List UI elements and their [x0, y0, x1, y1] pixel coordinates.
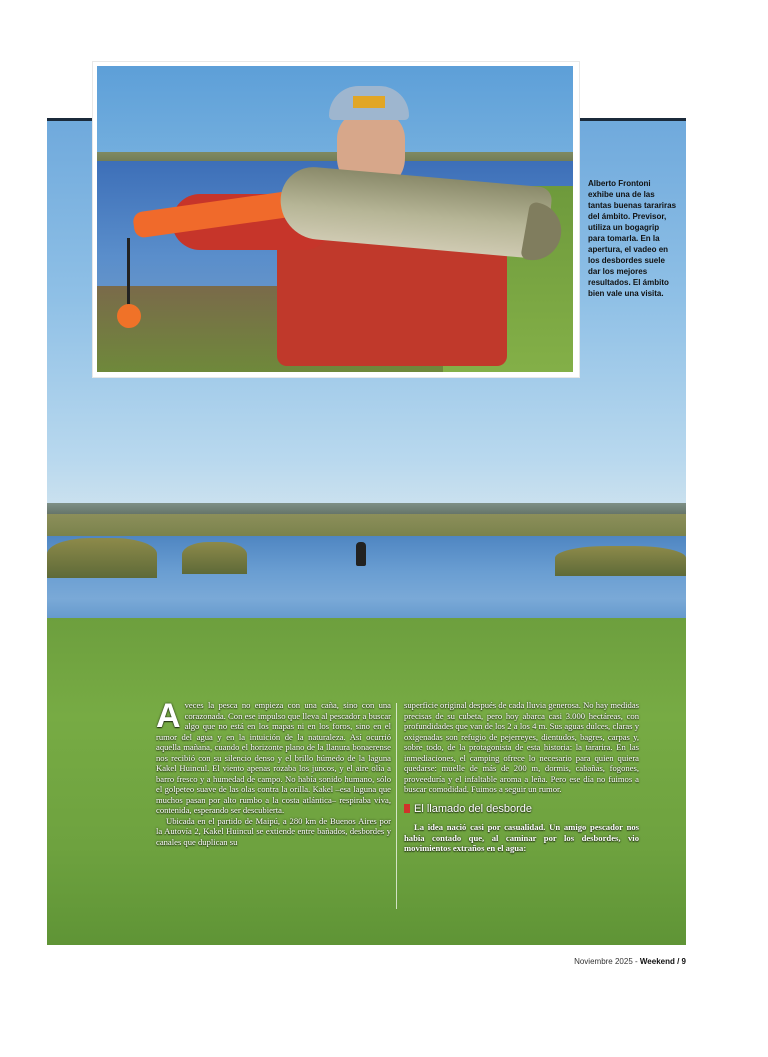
float-icon — [117, 304, 141, 328]
photo-angler — [356, 542, 366, 566]
photo-reeds — [47, 538, 157, 578]
magazine-name: Weekend — [639, 957, 675, 966]
photo-caption: Alberto Frontoni exhibe una de las tantas buenas tarariras del ámbito. Previsor, utiliza un bogagrip para tomarla. En la apertura, el vadeo en los desbordes suele dar los mejores resultados. El ámbito bien vale una visita. — [588, 179, 677, 298]
paragraph: Ubicada en el partido de Maipú, a 280 km de Buenos Aires por la Autovía 2, Kakel Huincul se extiende entre bañados, desbordes y canales que duplican su — [156, 815, 391, 847]
section-subhead: El llamado del desborde — [404, 804, 639, 815]
column-divider — [396, 703, 397, 909]
inset-photo — [93, 62, 579, 377]
inset-photo-image — [97, 66, 573, 372]
intro-paragraph: Aveces la pesca no empieza con una caña, sino con una corazonada. Con ese impulso que lleva al pescador a buscar algo que no está en los mapas ni en los foros, sino en el rumor del agua y en la intuición de la naturaleza. Así ocurrió aquella mañana, cuando el horizonte plano de la llanura bonaerense nos recibió con su silencio denso y el brillo húmedo de la laguna Kakel Huincul. El viento apenas rozaba los juncos, y el aire olía a barro fresco y a humedad de campo. No había sonido humano, sólo el golpeteo suave de las olas contra la orilla. Kakel –esa laguna que muchos pasan por alto rumbo a la costa atlántica– respiraba viva, contenida, esperando ser descubierta. — [156, 697, 391, 815]
article-column-1 — [156, 697, 391, 847]
paragraph: La idea nació casi por casualidad. Un amigo pescador nos había contado que, al caminar por los desbordes, vio movimientos extraños en el agua: — [404, 822, 639, 853]
paragraph: superficie original después de cada lluvia generosa. No hay medidas precisas de su cubeta, pero hoy abarca casi 3.000 hectáreas, con profundidades que van de los 2 a los 4 m. Sus aguas dulces, claras y oxigenadas son refugio de pejerreyes, dientudos, bagres, carpas y, sobre todo, de la protagonista de esta historia: la tararira. En las inmediaciones, el camping ofrece lo necesario para quien quiera quedarse: muelle de más de 200 m, dormis, cabañas, fogones, proveeduría y el infaltable aroma a leña. Pero ese día no fuimos a buscar comodidad. Fuimos a seguir un rumor. — [404, 700, 639, 794]
photo-reeds — [555, 546, 686, 576]
article-column-2 — [404, 700, 639, 854]
page-folio: Noviembre 2025 - Weekend / 9 — [574, 957, 686, 966]
article-body — [152, 697, 640, 912]
drop-cap: A — [156, 697, 181, 735]
photo-reeds — [182, 542, 247, 574]
subhead-marker-icon — [404, 804, 410, 813]
